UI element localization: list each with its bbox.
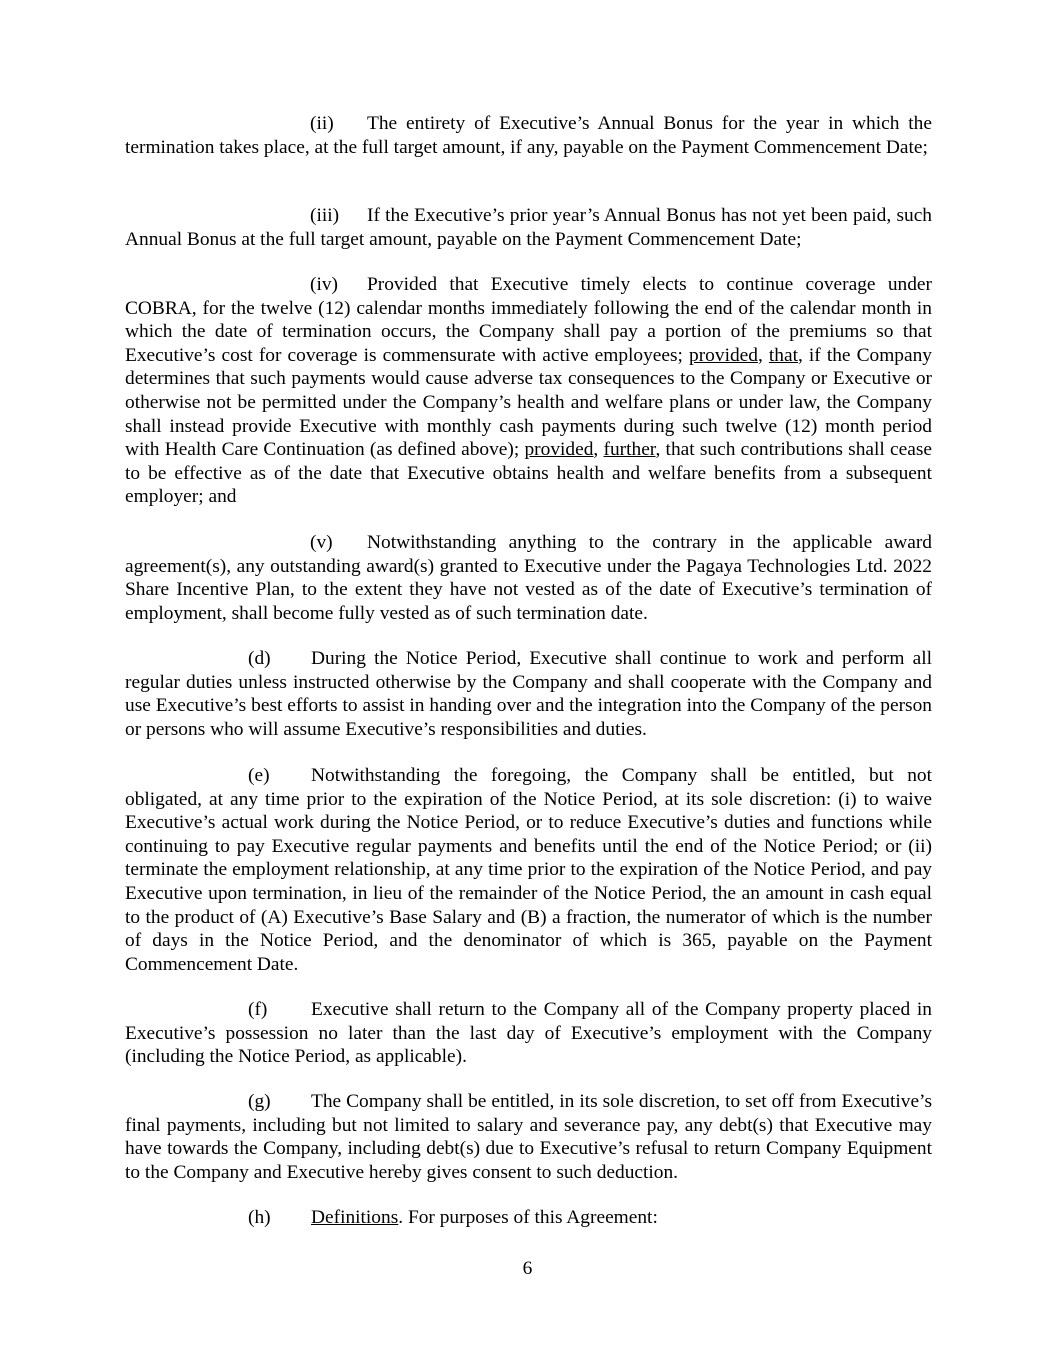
paragraph-text: , (593, 439, 604, 461)
paragraph-d (125, 647, 932, 741)
paragraph-text: Notwithstanding anything to the contrary in the applicable award agreement(s), any outstanding award(s) granted to Executive under the Pagaya Technologies Ltd. 2022 Share Incentive Plan, to the extent they have not vested as of the date of Executive’s termination of employment, shall become fully vested as of such termination date. (125, 532, 932, 624)
paragraph-text: Notwithstanding the foregoing, the Company shall be entitled, but not obligated, at any time prior to the expiration of the Notice Period, at its sole discretion: (i) to waive Executive’s actual work during the Notice Period, or to reduce Executive’s duties and functions while continuing to pay Executive regular payments and benefits until the end of the Notice Period; or (ii) terminate the employment relationship, at any time prior to the expiration of the Notice Period, and pay Executive upon termination, in lieu of the remainder of the Notice Period, the an amount in cash equal to the product of (A) Executive’s Base Salary and (B) a fraction, the numerator of which is the number of days in the Notice Period, and the denominator of which is 365, payable on the Payment Commencement Date. (125, 765, 932, 975)
paragraph-text: During the Notice Period, Executive shall continue to work and perform all regular duties unless instructed otherwise by the Company and shall cooperate with the Company and use Executive’s best efforts to assist in handing over and the integration into the Company of the person or persons who will assume Executive’s responsibilities and duties. (125, 648, 932, 740)
that-term: that (768, 344, 798, 366)
paragraph-text: If the Executive’s prior year’s Annual Bonus has not yet been paid, such Annual Bonus at the full target amount, payable on the Payment Commencement Date; (125, 205, 932, 250)
paragraph-v (125, 531, 932, 625)
paragraph-f (125, 998, 932, 1069)
paragraph-text: Provided that Executive timely elects to continue coverage under COBRA, for the twelve (12) calendar months immediately following the end of the calendar month in which the date of termination occurs, the Company shall pay a portion of the premiums so that Executive’s cost for coverage is commensurate with active employees; (125, 274, 932, 366)
provided-term: provided (524, 439, 594, 461)
paragraph-text: The entirety of Executive’s Annual Bonus for the year in which the termination takes place, at the full target amount, if any, payable on the Payment Commencement Date; (125, 113, 932, 158)
paragraph-text: , (757, 344, 769, 366)
paragraph-label: (iii) (310, 205, 340, 226)
paragraph-iii (125, 204, 932, 251)
paragraph-text: . For purposes of this Agreement: (398, 1207, 658, 1228)
paragraph-label: (ii) (310, 113, 334, 134)
paragraph-label: (d) (248, 648, 271, 669)
paragraph-text: , if the Company determines that such payments would cause adverse tax consequences to the Company or Executive or otherwise not be permitted under the Company’s health and welfare plans or under law, the Company shall instead provide Executive with monthly cash payments during such twelve (12) month period with Health Care Continuation (as defined above); (125, 344, 932, 461)
paragraph-g (125, 1090, 932, 1184)
paragraph-ii (125, 112, 932, 159)
paragraph-h (125, 1206, 932, 1230)
paragraph-text: , that such contributions shall cease to be effective as of the date that Executive obtains health and welfare benefits from a subsequent employer; and (125, 439, 932, 508)
paragraph-label: (f) (248, 999, 268, 1020)
paragraph-label: (h) (248, 1207, 271, 1228)
definitions-heading: Definitions (311, 1207, 399, 1228)
paragraph-text: The Company shall be entitled, in its sole discretion, to set off from Executive’s final payments, including but not limited to salary and severance pay, any debt(s) that Executive may have towards the Company, including debt(s) due to Executive’s refusal to return Company Equipment to the Company and Executive hereby gives consent to such deduction. (125, 1091, 932, 1183)
provided-term: provided (689, 344, 758, 366)
paragraph-iv (125, 273, 932, 509)
paragraph-e (125, 764, 932, 976)
paragraph-text: Executive shall return to the Company all of the Company property placed in Executive’s possession no later than the last day of Executive’s employment with the Company (including the Notice Period, as applicable). (125, 999, 932, 1068)
paragraph-label: (e) (248, 765, 270, 786)
paragraph-label: (v) (310, 532, 333, 553)
paragraph-label: (iv) (310, 274, 338, 295)
further-term: further (603, 439, 656, 461)
page-number: 6 (522, 1258, 533, 1279)
paragraph-label: (g) (248, 1091, 271, 1112)
